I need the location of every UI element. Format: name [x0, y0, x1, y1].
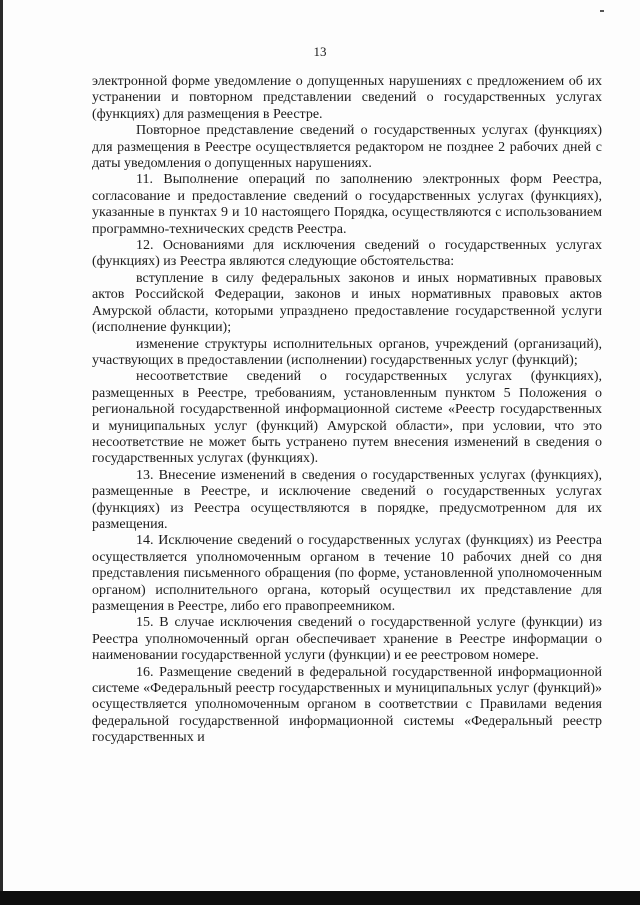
paragraph: 12. Основаниями для исключения сведений о государственных услугах (функциях) из Реестра являются следующие обстоятельства:: [92, 238, 602, 270]
paragraph: 16. Размещение сведений в федеральной государственной информационной системе «Федеральный реестр государственных и муниципальных услуг (функций)» осуществляется уполномоченным органом в соответствии с Правилами ведения федеральной государственной информационной системы «Федеральный реестр государственных и: [92, 664, 602, 746]
paragraph: вступление в силу федеральных законов и иных нормативных правовых актов Российской Федерации, законов и иных нормативных правовых актов Амурской области, которыми упразднено предоставление государственной услуги (исполнение функции);: [92, 270, 602, 336]
scan-speck: [600, 10, 604, 12]
scan-bottom-edge: [0, 891, 640, 905]
paragraph: 15. В случае исключения сведений о государственной услуге (функции) из Реестра уполномоченный орган обеспечивает хранение в Реестре информации о наименовании государственной услуги (функции) и ее реестровом номере.: [92, 615, 602, 664]
body-text: [92, 74, 602, 747]
paragraph: 11. Выполнение операций по заполнению электронных форм Реестра, согласование и предоставление сведений о государственных услугах (функциях), указанные в пунктах 9 и 10 настоящего Порядка, осуществляются с использованием программно-технических средств Реестра.: [92, 172, 602, 237]
paragraph: несоответствие сведений о государственных услугах (функциях), размещенных в Реестре, требованиям, установленным пунктом 5 Положения о региональной государственной информационной системе «Реестр государственных и муниципальных услуг (функций) Амурской области», при условии, что это несоответствие не может быть устранено путем внесения изменений в сведения о государственных услугах (функциях).: [92, 369, 602, 467]
paragraph: 13. Внесение изменений в сведения о государственных услугах (функциях), размещенные в Реестре, и исключение сведений о государственных услугах (функциях) из Реестра осуществляются в порядке, предусмотренном для их размещения.: [92, 467, 602, 532]
paragraph: 14. Исключение сведений о государственных услугах (функциях) из Реестра осуществляется уполномоченным органом в течение 10 рабочих дней со дня представления письменного обращения (по форме, установленной уполномоченным органом) исполнительного органа, который осуществил их представление для размещения в Реестре, либо его правопреемником.: [92, 533, 602, 614]
scan-edge: [0, 0, 3, 905]
paragraph: Повторное представление сведений о государственных услугах (функциях) для размещения в Реестре осуществляется редактором не позднее 2 рабочих дней с даты уведомления о допущенных нарушениях.: [92, 123, 602, 172]
paragraph: изменение структуры исполнительных органов, учреждений (организаций), участвующих в предоставлении (исполнении) государственных услуг (функций);: [92, 336, 602, 368]
page-number: 13: [313, 44, 327, 59]
paragraph: электронной форме уведомление о допущенных нарушениях с предложением об их устранении и повторном представлении сведений о государственных услугах (функциях) для размещения в Реестре.: [92, 74, 602, 122]
